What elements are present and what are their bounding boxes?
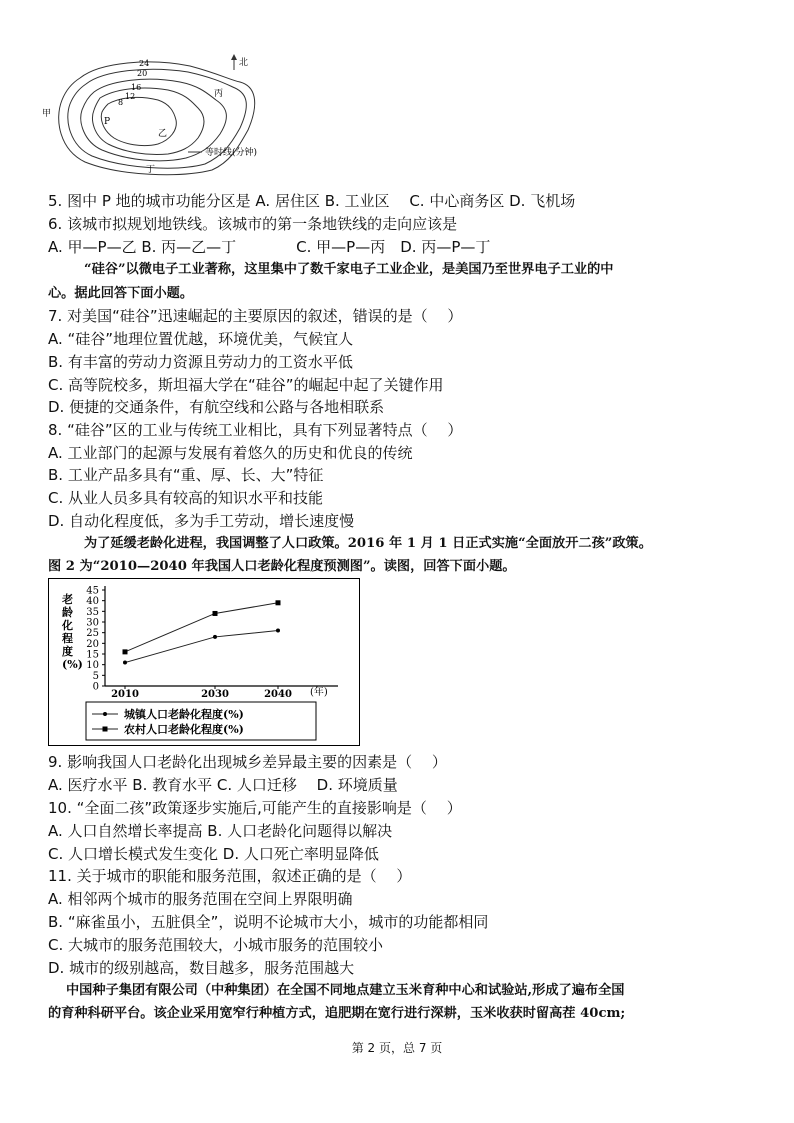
question-11-stem: 11. 关于城市的职能和服务范围，叙述正确的是（ ） xyxy=(48,867,412,885)
y-tick-label: 45 xyxy=(86,585,99,597)
data-point-rural xyxy=(123,649,128,654)
question-8-option-a: A. 工业部门的起源与发展有着悠久的历史和优良的传统 xyxy=(48,444,413,462)
y-axis-label-char: 老 xyxy=(62,593,73,606)
question-5: 5. 图中 P 地的城市功能分区是 A. 居住区 B. 工业区 C. 中心商务区 D. 飞机场 xyxy=(48,192,576,210)
y-tick-label: 30 xyxy=(86,617,99,629)
question-9-stem: 9. 影响我国人口老龄化出现城乡差异最主要的因素是（ ） xyxy=(48,753,447,771)
y-tick-label: 25 xyxy=(86,628,99,640)
data-point-rural xyxy=(213,611,218,616)
question-11-option-b: B. “麻雀虽小，五脏俱全”，说明不论城市大小，城市的功能都相同 xyxy=(48,913,489,931)
y-tick-label: 40 xyxy=(86,596,99,608)
question-6-options: A. 甲—P—乙 B. 丙—乙—丁 C. 甲—P—丙 D. 丙—P—丁 xyxy=(48,238,491,256)
contour-label-8: 8 xyxy=(118,98,124,107)
data-point-urban xyxy=(213,635,217,639)
north-arrow xyxy=(231,54,248,70)
passage-silicon-valley-line2: 心。据此回答下面小题。 xyxy=(48,286,194,301)
series-line-2 xyxy=(125,603,278,652)
question-7-option-b: B. 有丰富的劳动力资源且劳动力的工资水平低 xyxy=(48,353,353,371)
data-point-urban xyxy=(276,629,280,633)
question-8-option-c: C. 从业人员多具有较高的知识水平和技能 xyxy=(48,489,324,507)
y-tick-label: 10 xyxy=(86,660,99,672)
question-11-option-c: C. 大城市的服务范围较大，小城市服务的范围较小 xyxy=(48,936,384,954)
contour-label-24: 24 xyxy=(139,59,150,68)
y-axis-label-char: 度 xyxy=(62,645,73,658)
passage-aging-line1: 为了延缓老龄化进程，我国调整了人口政策。2016 年 1 月 1 日正式实施“全面放开二孩”政策。 xyxy=(84,536,652,551)
data-point-rural xyxy=(276,600,281,605)
x-tick-label: 2040 xyxy=(264,689,292,700)
contour-label-20: 20 xyxy=(137,69,148,78)
place-ding: 丁 xyxy=(146,165,156,175)
passage-aging-line2: 图 2 为“2010—2040 年我国人口老龄化程度预测图”。读图，回答下面小题。 xyxy=(48,559,516,574)
question-11-option-d: D. 城市的级别越高，数目越多，服务范围越大 xyxy=(48,959,355,977)
page-footer: 第 2 页，总 7 页 xyxy=(351,1041,443,1055)
y-tick-label: 5 xyxy=(92,670,99,682)
question-11-option-a: A. 相邻两个城市的服务范围在空间上界限明确 xyxy=(48,890,353,908)
y-axis-label xyxy=(61,592,83,671)
y-axis-label-char: 程 xyxy=(62,632,73,645)
y-axis-label-char: 龄 xyxy=(62,606,73,619)
question-7-option-c: C. 高等院校多，斯坦福大学在“硅谷”的崛起中起了关键作用 xyxy=(48,376,444,394)
question-7-option-d: D. 便捷的交通条件，有航空线和公路与各地相联系 xyxy=(48,398,385,416)
legend-label: 农村人口老龄化程度(%) xyxy=(124,723,244,736)
place-bing: 丙 xyxy=(214,89,224,99)
y-axis-label-char: 化 xyxy=(62,619,73,632)
question-6-stem: 6. 该城市拟规划地铁线。该城市的第一条地铁线的走向应该是 xyxy=(48,215,458,233)
y-tick-label: 0 xyxy=(92,681,99,693)
question-8-option-d: D. 自动化程度低，多为手工劳动，增长速度慢 xyxy=(48,512,355,530)
y-tick-label: 20 xyxy=(86,638,99,650)
contour-label-12: 12 xyxy=(125,92,136,101)
place-p: P xyxy=(104,117,111,127)
isochrone-map xyxy=(40,50,290,182)
passage-seed-group-line1: 中国种子集团有限公司（中种集团）在全国不同地点建立玉米育种中心和试验站,形成了遍布全国 xyxy=(66,983,625,998)
y-tick-label: 15 xyxy=(86,649,99,661)
x-tick-label: 2030 xyxy=(201,689,229,700)
question-7-stem: 7. 对美国“硅谷”迅速崛起的主要原因的叙述，错误的是（ ） xyxy=(48,307,463,325)
place-jia: 甲 xyxy=(42,109,52,119)
question-7-option-a: A. “硅谷”地理位置优越，环境优美，气候宜人 xyxy=(48,330,354,348)
question-8-option-b: B. 工业产品多具有“重、厚、长、大”特征 xyxy=(48,466,324,484)
passage-silicon-valley-line1: “硅谷”以微电子工业著称，这里集中了数千家电子工业企业，是美国乃至世界电子工业的中 xyxy=(84,262,614,277)
legend-marker xyxy=(103,727,108,732)
passage-seed-group-line2: 的育种科研平台。该企业采用宽窄行种植方式，追肥期在宽行进行深耕，玉米收获时留高茬 40cm; xyxy=(48,1006,626,1021)
legend-label: 城镇人口老龄化程度(%) xyxy=(124,708,244,721)
y-tick-label: 35 xyxy=(86,606,99,618)
question-10-options-line1: A. 人口自然增长率提高 B. 人口老龄化问题得以解决 xyxy=(48,822,393,840)
question-10-stem: 10. “全面二孩”政策逐步实施后,可能产生的直接影响是（ ） xyxy=(48,799,462,817)
place-yi: 乙 xyxy=(158,129,168,139)
legend-marker xyxy=(103,712,107,716)
question-8-stem: 8. “硅谷”区的工业与传统工业相比，具有下列显著特点（ ） xyxy=(48,421,463,439)
svg-text:北: 北 xyxy=(239,58,249,68)
series-line-1 xyxy=(125,631,278,663)
question-9-options: A. 医疗水平 B. 教育水平 C. 人口迁移 D. 环境质量 xyxy=(48,776,398,794)
contour-label-16: 16 xyxy=(131,83,142,92)
x-tick-label: 2010 xyxy=(111,689,139,700)
y-axis-label-char: (%) xyxy=(62,658,83,671)
legend-label: 等时线(分钟) xyxy=(205,148,258,158)
question-10-options-line2: C. 人口增长模式发生变化 D. 人口死亡率明显降低 xyxy=(48,845,379,863)
x-axis-unit: (年) xyxy=(310,687,328,698)
aging-line-chart xyxy=(48,578,360,746)
data-point-urban xyxy=(123,661,127,665)
